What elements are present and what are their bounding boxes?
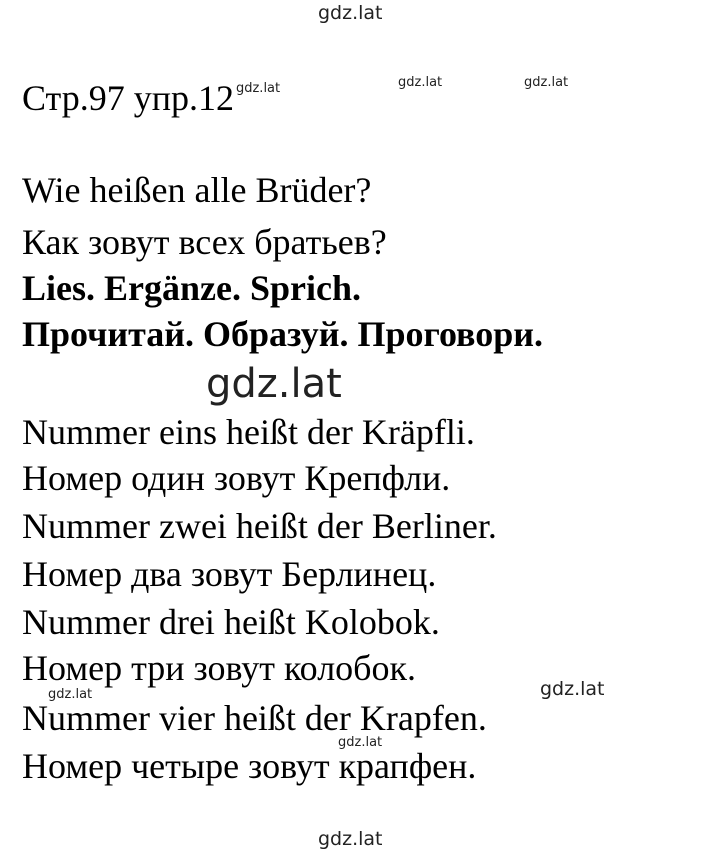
instruction-ru: Прочитай. Образуй. Проговори.	[22, 314, 544, 354]
sentence-ru-2: Номер два зовут Берлинец.	[22, 554, 437, 594]
instruction-de: Lies. Ergänze. Sprich.	[22, 268, 361, 308]
watermark-top: gdz.lat	[318, 2, 383, 24]
sentence-de-4: Nummer vier heißt der Krapfen.	[22, 698, 487, 738]
heading-question-de: Wie heißen alle Brüder?	[22, 170, 372, 210]
page-title	[22, 78, 281, 118]
watermark-mid1: gdz.lat	[398, 75, 443, 90]
watermark-big: gdz.lat	[206, 361, 342, 407]
title-text: Стр.97 упр.12	[22, 78, 234, 118]
sentence-ru-1: Номер один зовут Крепфли.	[22, 458, 451, 498]
heading-question-ru: Как зовут всех братьев?	[22, 222, 387, 262]
sentence-de-2: Nummer zwei heißt der Berliner.	[22, 506, 497, 546]
watermark-bottom: gdz.lat	[318, 828, 383, 850]
watermark-mid2: gdz.lat	[524, 75, 569, 90]
sentence-de-3: Nummer drei heißt Kolobok.	[22, 602, 440, 642]
sentence-ru-3: Номер три зовут колобок.	[22, 648, 416, 688]
watermark-left-overlap: gdz.lat	[48, 687, 93, 702]
watermark-right: gdz.lat	[540, 678, 605, 700]
sentence-de-1: Nummer eins heißt der Kräpfli.	[22, 412, 475, 452]
watermark-title: gdz.lat	[235, 81, 281, 96]
sentence-ru-4: Номер четыре зовут крапфен.	[22, 746, 477, 786]
watermark-center-small: gdz.lat	[338, 735, 383, 750]
